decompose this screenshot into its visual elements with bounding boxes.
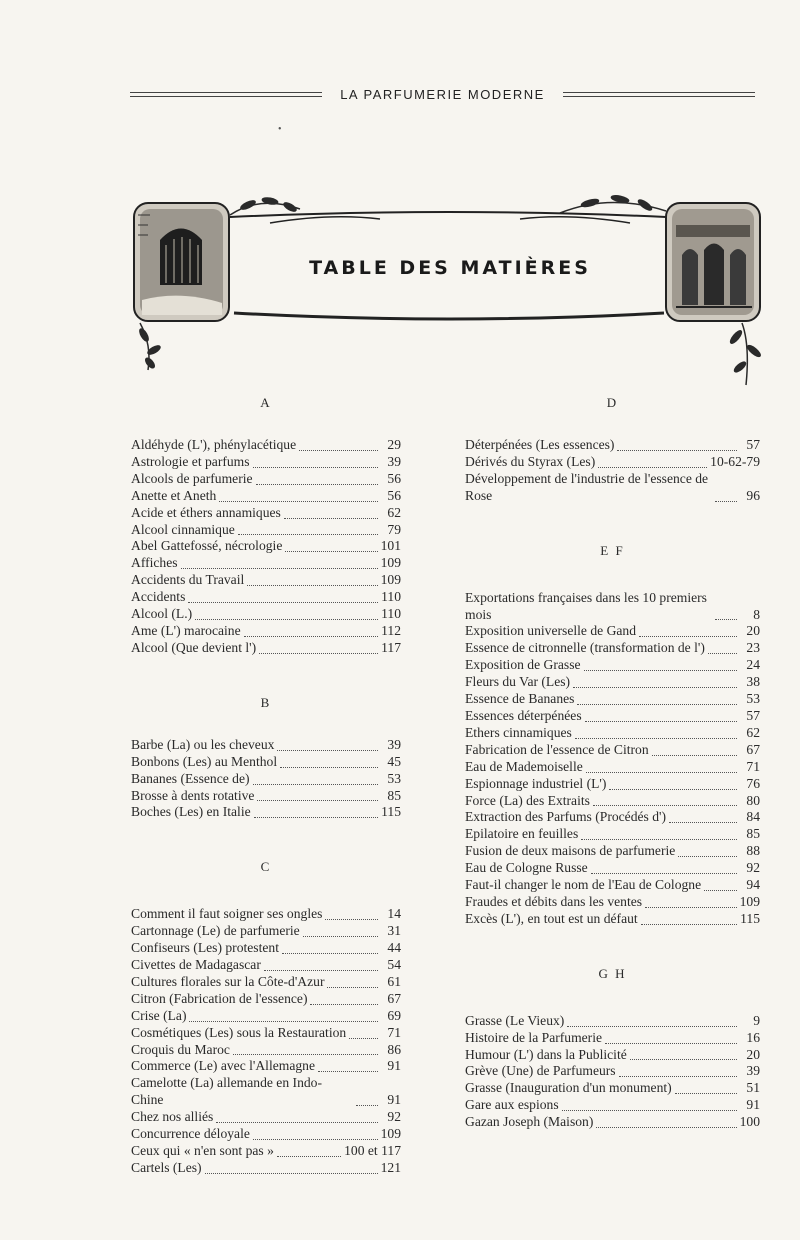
index-entry xyxy=(131,606,401,623)
index-column-right xyxy=(465,395,760,1131)
dot-leader xyxy=(254,804,378,819)
dot-leader xyxy=(253,770,378,785)
dot-leader xyxy=(284,504,378,519)
index-entry xyxy=(131,488,401,505)
entry-page-number: 14 xyxy=(387,906,401,922)
index-entry xyxy=(465,691,760,708)
index-entry xyxy=(465,843,760,860)
index-entry xyxy=(465,776,760,793)
entry-page-number: 38 xyxy=(746,674,760,690)
index-entry xyxy=(465,590,760,624)
index-entry xyxy=(131,991,401,1008)
dot-leader xyxy=(299,436,378,451)
dot-leader xyxy=(652,741,737,756)
index-entry xyxy=(131,788,401,805)
entry-page-number: 121 xyxy=(380,1159,401,1175)
entry-title: Espionnage industriel (L') xyxy=(465,775,607,791)
index-entry xyxy=(465,623,760,640)
dot-leader xyxy=(205,1159,378,1174)
entry-page-number: 115 xyxy=(740,910,760,926)
entry-page-number: 39 xyxy=(387,453,401,469)
dot-leader xyxy=(238,521,378,536)
index-entry xyxy=(465,1080,760,1097)
index-entry xyxy=(131,1160,401,1177)
entry-page-number: 54 xyxy=(387,957,401,973)
index-entry xyxy=(131,471,401,488)
index-entry xyxy=(131,906,401,923)
index-entry xyxy=(131,538,401,555)
dot-leader xyxy=(669,809,737,824)
entry-page-number: 100 et 117 xyxy=(344,1143,401,1158)
dot-leader xyxy=(584,657,737,672)
entry-page-number: 110 xyxy=(381,589,401,605)
banner-illustration xyxy=(130,195,770,395)
index-entry xyxy=(465,437,760,454)
entry-page-number: 45 xyxy=(387,753,401,769)
dot-leader xyxy=(585,707,737,722)
entry-page-number: 109 xyxy=(380,555,401,571)
index-entry xyxy=(131,1143,401,1160)
section-d xyxy=(465,437,760,505)
entry-page-number: 101 xyxy=(380,538,401,554)
entry-title: Fraudes et débits dans les ventes xyxy=(465,893,643,909)
dot-leader xyxy=(630,1046,737,1061)
entry-page-number: 53 xyxy=(746,691,760,707)
entry-title: Accidents xyxy=(131,589,186,605)
entry-title: Grève (Une) de Parfumeurs xyxy=(465,1063,616,1079)
dot-leader xyxy=(562,1097,737,1112)
dot-leader xyxy=(277,736,378,751)
dot-leader xyxy=(280,753,378,768)
dot-leader xyxy=(581,826,737,841)
entry-page-number: 85 xyxy=(387,787,401,803)
entry-title: Ethers cinnamiques xyxy=(465,724,572,740)
entry-title: Extraction des Parfums (Procédés d') xyxy=(465,809,667,825)
entry-page-number: 109 xyxy=(380,1126,401,1142)
index-entry xyxy=(465,894,760,911)
entry-page-number: 92 xyxy=(387,1109,401,1125)
entry-page-number: 20 xyxy=(746,1046,760,1062)
entry-title: Chez nos alliés xyxy=(131,1109,214,1125)
banner-title: TABLE DES MATIÈRES xyxy=(309,257,591,279)
index-entry xyxy=(131,804,401,821)
dot-leader xyxy=(310,990,378,1005)
dot-leader xyxy=(253,453,378,468)
dot-leader xyxy=(641,910,737,925)
entry-title: Exposition de Grasse xyxy=(465,657,581,673)
entry-title: Alcool (Que devient l') xyxy=(131,639,257,655)
index-entry xyxy=(465,877,760,894)
entry-page-number: 23 xyxy=(746,640,760,656)
entry-page-number: 71 xyxy=(746,758,760,774)
dot-leader xyxy=(277,1142,341,1157)
dot-leader xyxy=(195,605,378,620)
section-letter-a: A xyxy=(260,395,272,410)
entry-title: Commerce (Le) avec l'Allemagne xyxy=(131,1058,315,1074)
entry-page-number: 62 xyxy=(387,504,401,520)
entry-title: Fusion de deux maisons de parfumerie xyxy=(465,843,676,859)
entry-page-number: 94 xyxy=(746,877,760,893)
entry-page-number: 67 xyxy=(387,990,401,1006)
section-b xyxy=(131,737,401,822)
index-entry xyxy=(465,860,760,877)
entry-title: Camelotte (La) allemande en Indo-Chine xyxy=(131,1075,322,1108)
entry-page-number: 71 xyxy=(387,1024,401,1040)
index-entry xyxy=(131,1075,401,1109)
entry-page-number: 91 xyxy=(387,1058,401,1074)
dot-leader xyxy=(605,1029,737,1044)
dot-leader xyxy=(349,1024,378,1039)
entry-title: Histoire de la Parfumerie xyxy=(465,1029,603,1045)
entry-title: Cartonnage (Le) de parfumerie xyxy=(131,923,300,939)
index-entry xyxy=(465,657,760,674)
entry-page-number: 84 xyxy=(746,809,760,825)
index-entry xyxy=(131,572,401,589)
dot-leader xyxy=(253,1125,378,1140)
index-entry xyxy=(131,923,401,940)
section-letter-ef: E F xyxy=(600,542,625,558)
entry-title: Confiseurs (Les) protestent xyxy=(131,940,279,956)
dot-leader xyxy=(233,1041,378,1056)
entry-page-number: 91 xyxy=(746,1097,760,1113)
section-letter-d: D xyxy=(606,395,619,410)
entry-title: Fleurs du Var (Les) xyxy=(465,674,571,690)
index-entry xyxy=(465,1114,760,1131)
index-entry xyxy=(131,437,401,454)
entry-page-number: 115 xyxy=(381,804,401,820)
section-letter-c: C xyxy=(260,859,272,875)
index-entry xyxy=(131,974,401,991)
entry-page-number: 56 xyxy=(387,470,401,486)
entry-page-number: 20 xyxy=(746,623,760,639)
dot-leader xyxy=(639,623,737,638)
entry-page-number: 109 xyxy=(380,572,401,588)
entry-title: Aldéhyde (L'), phénylacétique xyxy=(131,437,297,452)
entry-title: Affiches xyxy=(131,555,178,571)
ink-dot: • xyxy=(278,124,282,135)
index-entry xyxy=(131,1058,401,1075)
entry-page-number: 56 xyxy=(387,487,401,503)
section-gh xyxy=(465,1013,760,1131)
dot-leader xyxy=(257,787,378,802)
dot-leader xyxy=(596,1114,736,1129)
dot-leader xyxy=(715,487,737,502)
entry-title: Brosse à dents rotative xyxy=(131,787,255,803)
entry-title: Alcool (L.) xyxy=(131,606,193,622)
index-entry xyxy=(131,1025,401,1042)
index-entry xyxy=(465,1030,760,1047)
entry-page-number: 57 xyxy=(746,437,760,452)
entry-title: Epilatoire en feuilles xyxy=(465,826,579,842)
entry-title: Essences déterpénées xyxy=(465,707,582,723)
index-entry xyxy=(131,1126,401,1143)
dot-leader xyxy=(264,956,378,971)
entry-title: Bananes (Essence de) xyxy=(131,770,250,786)
entry-page-number: 29 xyxy=(387,437,401,452)
entry-page-number: 88 xyxy=(746,843,760,859)
index-entry xyxy=(465,911,760,928)
dot-leader xyxy=(318,1058,378,1073)
entry-title: Cartels (Les) xyxy=(131,1159,202,1175)
section-letter-b: B xyxy=(260,694,272,710)
entry-title: Abel Gattefossé, nécrologie xyxy=(131,538,283,554)
dot-leader xyxy=(181,555,378,570)
entry-page-number: 39 xyxy=(746,1063,760,1079)
entry-title: Acide et éthers annamiques xyxy=(131,504,281,520)
entry-title: Exposition universelle de Gand xyxy=(465,623,637,639)
entry-page-number: 92 xyxy=(746,860,760,876)
entry-title: Fabrication de l'essence de Citron xyxy=(465,741,649,757)
dot-leader xyxy=(609,775,737,790)
index-entry xyxy=(131,623,401,640)
index-entry xyxy=(131,771,401,788)
entry-title: Développement de l'industrie de l'essence de Rose xyxy=(465,470,709,503)
index-entry xyxy=(131,1042,401,1059)
entry-title: Accidents du Travail xyxy=(131,572,245,588)
dot-leader xyxy=(256,470,378,485)
entry-title: Barbe (La) ou les cheveux xyxy=(131,736,275,752)
entry-title: Grasse (Le Vieux) xyxy=(465,1012,565,1028)
entry-title: Eau de Mademoiselle xyxy=(465,758,583,774)
entry-page-number: 57 xyxy=(746,707,760,723)
index-entry xyxy=(131,940,401,957)
entry-page-number: 51 xyxy=(746,1080,760,1096)
entry-title: Gare aux espions xyxy=(465,1097,559,1113)
running-title: LA PARFUMERIE MODERNE xyxy=(340,86,545,102)
entry-page-number: 109 xyxy=(739,893,760,909)
entry-title: Essence de citronnelle (transformation de l') xyxy=(465,640,705,656)
entry-title: Dérivés du Styrax (Les) xyxy=(465,453,596,469)
entry-title: Faut-il changer le nom de l'Eau de Cologne xyxy=(465,877,702,893)
dot-leader xyxy=(704,876,737,891)
entry-page-number: 112 xyxy=(381,622,401,638)
dot-leader xyxy=(244,622,378,637)
entry-title: Civettes de Madagascar xyxy=(131,957,261,973)
entry-page-number: 117 xyxy=(381,639,401,655)
entry-title: Croquis du Maroc xyxy=(131,1041,230,1057)
index-entry xyxy=(131,555,401,572)
entry-page-number: 110 xyxy=(381,606,401,622)
entry-title: Gazan Joseph (Maison) xyxy=(465,1114,594,1130)
entry-page-number: 16 xyxy=(746,1029,760,1045)
entry-title: Anette et Aneth xyxy=(131,487,217,503)
entry-title: Alcool cinnamique xyxy=(131,521,235,537)
dot-leader xyxy=(598,453,707,468)
index-entry xyxy=(465,793,760,810)
entry-page-number: 85 xyxy=(746,826,760,842)
dot-leader xyxy=(645,893,737,908)
dot-leader xyxy=(282,939,378,954)
section-letter-gh: G H xyxy=(598,965,627,981)
entry-page-number: 69 xyxy=(387,1007,401,1023)
entry-page-number: 10-62-79 xyxy=(710,453,760,469)
dot-leader xyxy=(259,639,378,654)
index-entry xyxy=(465,471,760,505)
dot-leader xyxy=(575,724,737,739)
entry-title: Force (La) des Extraits xyxy=(465,792,590,808)
entry-page-number: 62 xyxy=(746,724,760,740)
entry-title: Essence de Bananes xyxy=(465,691,575,707)
index-entry xyxy=(465,826,760,843)
entry-title: Ame (L') marocaine xyxy=(131,622,241,638)
index-entry xyxy=(465,1013,760,1030)
dot-leader xyxy=(591,859,737,874)
entry-page-number: 24 xyxy=(746,657,760,673)
index-entry xyxy=(465,1047,760,1064)
entry-page-number: 100 xyxy=(739,1114,760,1130)
entry-title: Astrologie et parfums xyxy=(131,453,250,469)
dot-leader xyxy=(216,1109,378,1124)
dot-leader xyxy=(573,673,737,688)
dot-leader xyxy=(303,923,378,938)
index-entry xyxy=(465,708,760,725)
index-entry xyxy=(131,1008,401,1025)
index-entry xyxy=(465,725,760,742)
dot-leader xyxy=(189,1007,378,1022)
entry-title: Comment il faut soigner ses ongles xyxy=(131,906,323,922)
index-entry xyxy=(465,1063,760,1080)
entry-page-number: 76 xyxy=(746,775,760,791)
dot-leader xyxy=(356,1092,378,1107)
index-entry xyxy=(131,737,401,754)
title-banner xyxy=(130,195,770,395)
entry-title: Ceux qui « n'en sont pas » xyxy=(131,1143,274,1158)
entry-page-number: 31 xyxy=(387,923,401,939)
entry-page-number: 96 xyxy=(746,487,760,503)
dot-leader xyxy=(586,758,737,773)
entry-page-number: 79 xyxy=(387,521,401,537)
section-ef xyxy=(465,590,760,928)
index-entry xyxy=(131,957,401,974)
dot-leader xyxy=(577,690,737,705)
dot-leader xyxy=(567,1012,737,1027)
entry-title: Eau de Cologne Russe xyxy=(465,860,588,876)
entry-title: Crise (La) xyxy=(131,1007,187,1023)
dot-leader xyxy=(675,1080,737,1095)
index-entry xyxy=(131,522,401,539)
dot-leader xyxy=(327,973,378,988)
dot-leader xyxy=(593,792,737,807)
dot-leader xyxy=(188,588,378,603)
index-entry xyxy=(131,640,401,657)
dot-leader xyxy=(708,640,737,655)
index-entry xyxy=(131,589,401,606)
entry-page-number: 39 xyxy=(387,736,401,752)
entry-title: Bonbons (Les) au Menthol xyxy=(131,753,278,769)
index-entry xyxy=(465,454,760,471)
entry-page-number: 67 xyxy=(746,741,760,757)
entry-title: Excès (L'), en tout est un défaut xyxy=(465,910,638,926)
index-entry xyxy=(131,454,401,471)
entry-title: Concurrence déloyale xyxy=(131,1126,250,1142)
entry-title: Boches (Les) en Italie xyxy=(131,804,251,820)
dot-leader xyxy=(285,538,377,553)
index-entry xyxy=(131,505,401,522)
entry-title: Alcools de parfumerie xyxy=(131,470,253,486)
entry-page-number: 91 xyxy=(387,1092,401,1108)
double-rule-left xyxy=(130,92,322,97)
index-entry xyxy=(465,742,760,759)
index-entry xyxy=(131,1109,401,1126)
entry-title: Humour (L') dans la Publicité xyxy=(465,1046,627,1062)
dot-leader xyxy=(219,487,378,502)
running-head xyxy=(130,84,755,104)
index-entry xyxy=(465,640,760,657)
entry-page-number: 61 xyxy=(387,973,401,989)
dot-leader xyxy=(678,843,737,858)
dot-leader xyxy=(619,1063,737,1078)
entry-page-number: 9 xyxy=(753,1012,760,1028)
entry-page-number: 53 xyxy=(387,770,401,786)
index-entry xyxy=(465,809,760,826)
entry-page-number: 44 xyxy=(387,940,401,956)
entry-title: Exportations françaises dans les 10 premiers mois xyxy=(465,589,707,622)
entry-title: Déterpénées (Les essences) xyxy=(465,437,615,452)
entry-title: Grasse (Inauguration d'un monument) xyxy=(465,1080,672,1096)
index-entry xyxy=(465,674,760,691)
dot-leader xyxy=(247,572,377,587)
entry-page-number: 80 xyxy=(746,792,760,808)
entry-title: Citron (Fabrication de l'essence) xyxy=(131,990,308,1006)
entry-page-number: 8 xyxy=(753,606,760,622)
entry-title: Cosmétiques (Les) sous la Restauration xyxy=(131,1024,347,1040)
index-entry xyxy=(465,759,760,776)
entry-page-number: 86 xyxy=(387,1041,401,1057)
entry-title: Cultures florales sur la Côte-d'Azur xyxy=(131,973,325,989)
dot-leader xyxy=(617,436,737,451)
dot-leader xyxy=(325,906,378,921)
double-rule-right xyxy=(563,92,755,97)
dot-leader xyxy=(715,606,737,621)
section-a xyxy=(131,437,401,657)
index-entry xyxy=(131,754,401,771)
index-column-left xyxy=(131,395,401,1177)
index-entry xyxy=(465,1097,760,1114)
section-c xyxy=(131,906,401,1177)
